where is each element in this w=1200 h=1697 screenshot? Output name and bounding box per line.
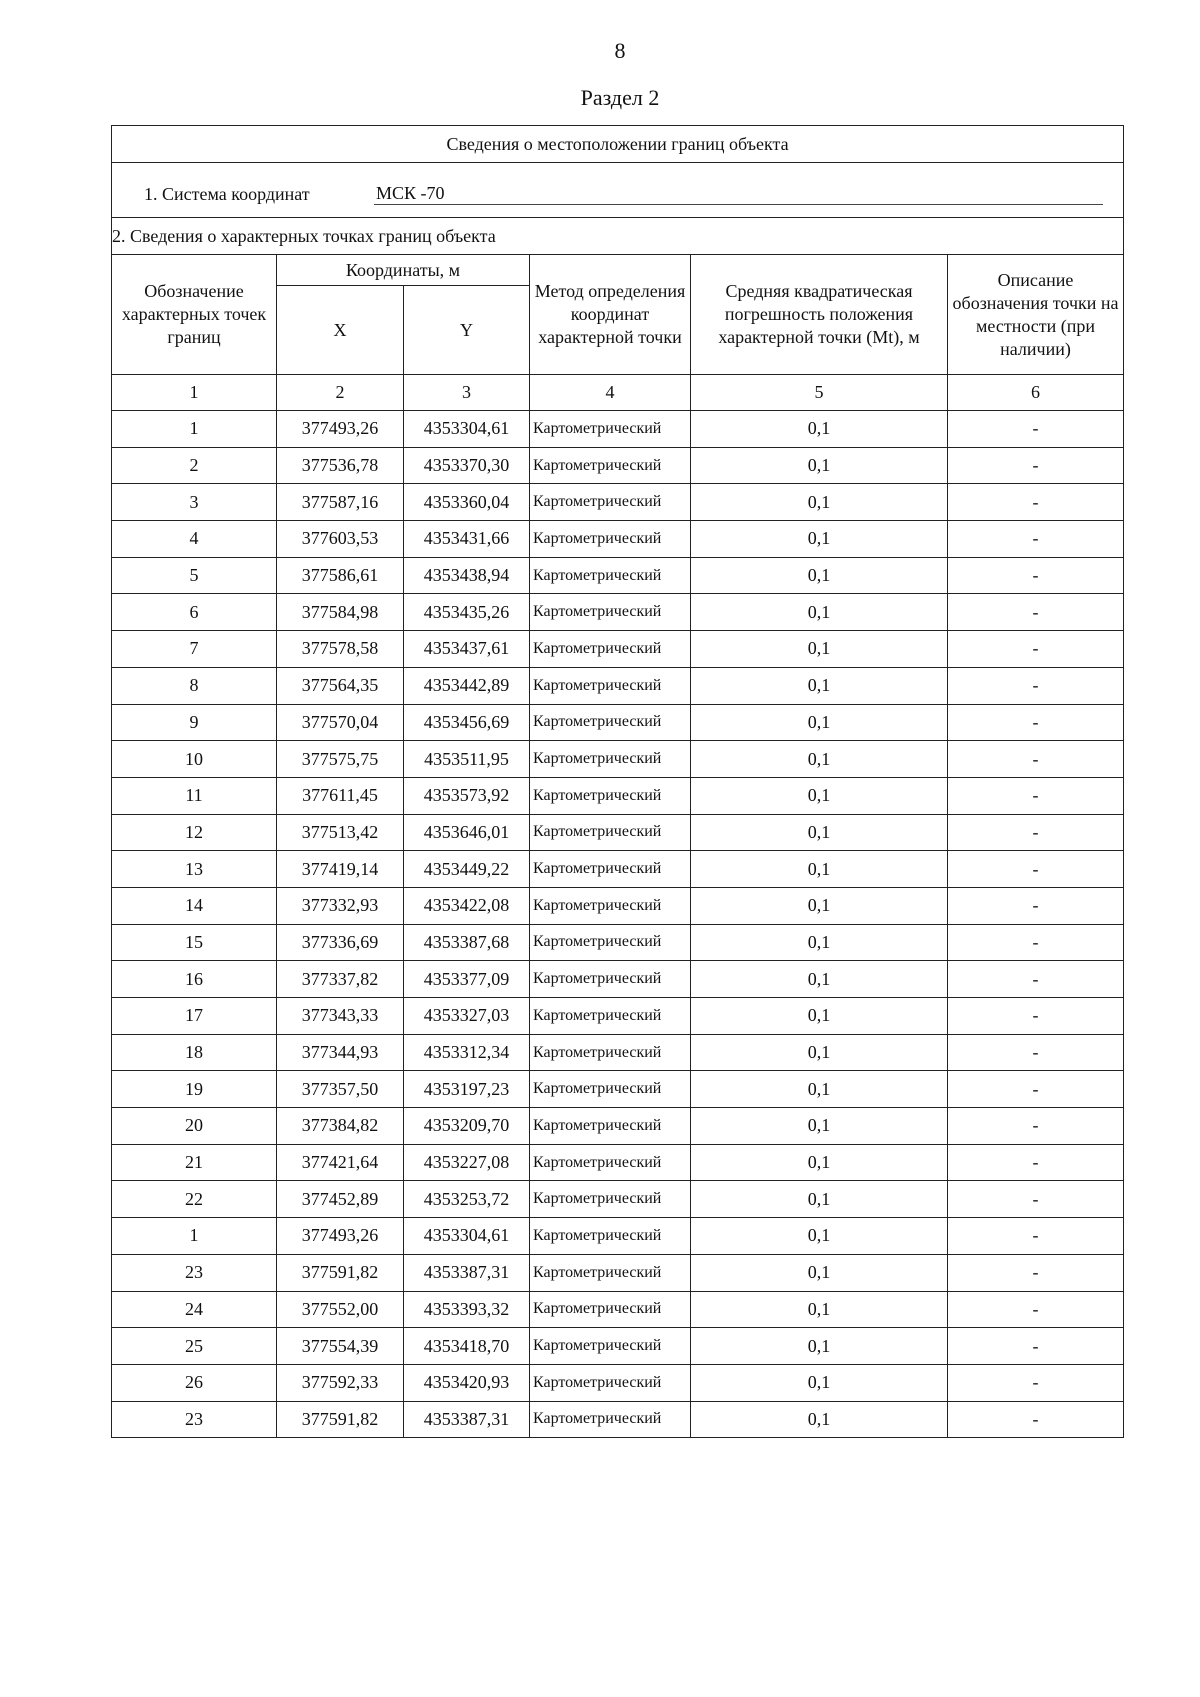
method-cell: Картометрический <box>530 961 691 998</box>
x-cell: 377357,50 <box>277 1071 404 1108</box>
method-cell: Картометрический <box>530 447 691 484</box>
x-cell: 377421,64 <box>277 1144 404 1181</box>
description-cell: - <box>948 1108 1124 1145</box>
y-cell: 4353312,34 <box>404 1034 530 1071</box>
x-cell: 377337,82 <box>277 961 404 998</box>
point-cell: 26 <box>112 1364 277 1401</box>
error-cell: 0,1 <box>691 557 948 594</box>
error-cell: 0,1 <box>691 777 948 814</box>
table-row <box>112 1144 1124 1181</box>
table-row <box>112 1364 1124 1401</box>
table-row <box>112 741 1124 778</box>
error-cell: 0,1 <box>691 998 948 1035</box>
method-cell: Картометрический <box>530 777 691 814</box>
error-cell: 0,1 <box>691 594 948 631</box>
description-cell: - <box>948 1291 1124 1328</box>
x-cell: 377343,33 <box>277 998 404 1035</box>
y-cell: 4353370,30 <box>404 447 530 484</box>
header-x: X <box>277 286 404 375</box>
method-cell: Картометрический <box>530 704 691 741</box>
method-cell: Картометрический <box>530 667 691 704</box>
method-cell: Картометрический <box>530 1071 691 1108</box>
x-cell: 377554,39 <box>277 1328 404 1365</box>
y-cell: 4353253,72 <box>404 1181 530 1218</box>
error-cell: 0,1 <box>691 704 948 741</box>
method-cell: Картометрический <box>530 594 691 631</box>
column-number: 5 <box>691 375 948 411</box>
point-cell: 20 <box>112 1108 277 1145</box>
y-cell: 4353442,89 <box>404 667 530 704</box>
header-point-designation: Обозначение характерных точек границ <box>112 255 277 375</box>
y-cell: 4353422,08 <box>404 887 530 924</box>
description-cell: - <box>948 1034 1124 1071</box>
header-method: Метод определения координат характерной точки <box>530 255 691 375</box>
table-row <box>112 1401 1124 1438</box>
table-row <box>112 1218 1124 1255</box>
error-cell: 0,1 <box>691 667 948 704</box>
y-cell: 4353227,08 <box>404 1144 530 1181</box>
table-row <box>112 447 1124 484</box>
y-cell: 4353437,61 <box>404 631 530 668</box>
points-caption: 2. Сведения о характерных точках границ объекта <box>112 218 1124 255</box>
point-cell: 17 <box>112 998 277 1035</box>
x-cell: 377591,82 <box>277 1254 404 1291</box>
description-cell: - <box>948 1254 1124 1291</box>
x-cell: 377332,93 <box>277 887 404 924</box>
coordinate-system-value: МСК -70 <box>374 183 1103 205</box>
y-cell: 4353418,70 <box>404 1328 530 1365</box>
method-cell: Картометрический <box>530 1328 691 1365</box>
description-cell: - <box>948 1181 1124 1218</box>
y-cell: 4353360,04 <box>404 484 530 521</box>
table-row <box>112 961 1124 998</box>
x-cell: 377611,45 <box>277 777 404 814</box>
table-row <box>112 924 1124 961</box>
description-cell: - <box>948 741 1124 778</box>
point-cell: 1 <box>112 1218 277 1255</box>
point-cell: 10 <box>112 741 277 778</box>
table-row <box>112 631 1124 668</box>
x-cell: 377336,69 <box>277 924 404 961</box>
error-cell: 0,1 <box>691 814 948 851</box>
table-row <box>112 1254 1124 1291</box>
y-cell: 4353377,09 <box>404 961 530 998</box>
method-cell: Картометрический <box>530 887 691 924</box>
description-cell: - <box>948 1218 1124 1255</box>
point-cell: 19 <box>112 1071 277 1108</box>
table-row <box>112 1071 1124 1108</box>
x-cell: 377578,58 <box>277 631 404 668</box>
column-number: 6 <box>948 375 1124 411</box>
description-cell: - <box>948 814 1124 851</box>
y-cell: 4353209,70 <box>404 1108 530 1145</box>
coordinate-system-label: 1. Система координат <box>144 184 310 204</box>
x-cell: 377552,00 <box>277 1291 404 1328</box>
point-cell: 12 <box>112 814 277 851</box>
y-cell: 4353420,93 <box>404 1364 530 1401</box>
method-cell: Картометрический <box>530 557 691 594</box>
x-cell: 377603,53 <box>277 521 404 558</box>
description-cell: - <box>948 557 1124 594</box>
table-row <box>112 777 1124 814</box>
header-error: Средняя квадратическая погрешность положения характерной точки (Mt), м <box>691 255 948 375</box>
x-cell: 377575,75 <box>277 741 404 778</box>
error-cell: 0,1 <box>691 411 948 448</box>
x-cell: 377570,04 <box>277 704 404 741</box>
x-cell: 377384,82 <box>277 1108 404 1145</box>
error-cell: 0,1 <box>691 1364 948 1401</box>
y-cell: 4353387,31 <box>404 1401 530 1438</box>
description-cell: - <box>948 594 1124 631</box>
method-cell: Картометрический <box>530 998 691 1035</box>
method-cell: Картометрический <box>530 1181 691 1218</box>
point-cell: 7 <box>112 631 277 668</box>
method-cell: Картометрический <box>530 814 691 851</box>
table-row <box>112 704 1124 741</box>
table-row <box>112 998 1124 1035</box>
method-cell: Картометрический <box>530 924 691 961</box>
description-cell: - <box>948 411 1124 448</box>
description-cell: - <box>948 961 1124 998</box>
table-row <box>112 594 1124 631</box>
y-cell: 4353393,32 <box>404 1291 530 1328</box>
y-cell: 4353438,94 <box>404 557 530 594</box>
method-cell: Картометрический <box>530 851 691 888</box>
point-cell: 3 <box>112 484 277 521</box>
error-cell: 0,1 <box>691 924 948 961</box>
x-cell: 377419,14 <box>277 851 404 888</box>
point-cell: 23 <box>112 1401 277 1438</box>
method-cell: Картометрический <box>530 521 691 558</box>
header-y: Y <box>404 286 530 375</box>
table-row <box>112 1181 1124 1218</box>
point-cell: 11 <box>112 777 277 814</box>
table-caption: Сведения о местоположении границ объекта <box>112 126 1124 163</box>
error-cell: 0,1 <box>691 1328 948 1365</box>
error-cell: 0,1 <box>691 1401 948 1438</box>
error-cell: 0,1 <box>691 1034 948 1071</box>
table-row <box>112 667 1124 704</box>
error-cell: 0,1 <box>691 1144 948 1181</box>
x-cell: 377584,98 <box>277 594 404 631</box>
description-cell: - <box>948 851 1124 888</box>
table-row <box>112 887 1124 924</box>
method-cell: Картометрический <box>530 1034 691 1071</box>
table-row <box>112 851 1124 888</box>
error-cell: 0,1 <box>691 851 948 888</box>
header-coordinates: Координаты, м <box>277 255 530 286</box>
table-row <box>112 411 1124 448</box>
point-cell: 8 <box>112 667 277 704</box>
description-cell: - <box>948 484 1124 521</box>
error-cell: 0,1 <box>691 961 948 998</box>
y-cell: 4353573,92 <box>404 777 530 814</box>
point-cell: 5 <box>112 557 277 594</box>
error-cell: 0,1 <box>691 521 948 558</box>
table-row <box>112 1328 1124 1365</box>
y-cell: 4353304,61 <box>404 411 530 448</box>
y-cell: 4353431,66 <box>404 521 530 558</box>
error-cell: 0,1 <box>691 1181 948 1218</box>
column-number: 1 <box>112 375 277 411</box>
x-cell: 377586,61 <box>277 557 404 594</box>
point-cell: 22 <box>112 1181 277 1218</box>
table-row <box>112 521 1124 558</box>
table-row <box>112 1291 1124 1328</box>
y-cell: 4353646,01 <box>404 814 530 851</box>
coordinate-system-cell <box>112 163 1124 218</box>
y-cell: 4353387,68 <box>404 924 530 961</box>
method-cell: Картометрический <box>530 1364 691 1401</box>
x-cell: 377513,42 <box>277 814 404 851</box>
x-cell: 377592,33 <box>277 1364 404 1401</box>
error-cell: 0,1 <box>691 887 948 924</box>
y-cell: 4353456,69 <box>404 704 530 741</box>
error-cell: 0,1 <box>691 631 948 668</box>
method-cell: Картометрический <box>530 411 691 448</box>
point-cell: 23 <box>112 1254 277 1291</box>
method-cell: Картометрический <box>530 484 691 521</box>
x-cell: 377493,26 <box>277 411 404 448</box>
method-cell: Картометрический <box>530 1401 691 1438</box>
table-row <box>112 1108 1124 1145</box>
boundary-points-table <box>111 125 1124 1438</box>
error-cell: 0,1 <box>691 1071 948 1108</box>
description-cell: - <box>948 667 1124 704</box>
description-cell: - <box>948 998 1124 1035</box>
column-numbers-row <box>112 375 1124 411</box>
table-row <box>112 484 1124 521</box>
error-cell: 0,1 <box>691 1254 948 1291</box>
point-cell: 2 <box>112 447 277 484</box>
description-cell: - <box>948 777 1124 814</box>
error-cell: 0,1 <box>691 484 948 521</box>
method-cell: Картометрический <box>530 631 691 668</box>
method-cell: Картометрический <box>530 1144 691 1181</box>
x-cell: 377344,93 <box>277 1034 404 1071</box>
column-number: 4 <box>530 375 691 411</box>
point-cell: 16 <box>112 961 277 998</box>
table-row <box>112 814 1124 851</box>
error-cell: 0,1 <box>691 1218 948 1255</box>
error-cell: 0,1 <box>691 447 948 484</box>
error-cell: 0,1 <box>691 1108 948 1145</box>
y-cell: 4353435,26 <box>404 594 530 631</box>
description-cell: - <box>948 704 1124 741</box>
method-cell: Картометрический <box>530 1108 691 1145</box>
point-cell: 24 <box>112 1291 277 1328</box>
method-cell: Картометрический <box>530 741 691 778</box>
description-cell: - <box>948 1144 1124 1181</box>
x-cell: 377591,82 <box>277 1401 404 1438</box>
error-cell: 0,1 <box>691 741 948 778</box>
column-number: 2 <box>277 375 404 411</box>
description-cell: - <box>948 1401 1124 1438</box>
x-cell: 377493,26 <box>277 1218 404 1255</box>
table-row <box>112 557 1124 594</box>
point-cell: 25 <box>112 1328 277 1365</box>
y-cell: 4353304,61 <box>404 1218 530 1255</box>
method-cell: Картометрический <box>530 1254 691 1291</box>
description-cell: - <box>948 631 1124 668</box>
point-cell: 18 <box>112 1034 277 1071</box>
point-cell: 14 <box>112 887 277 924</box>
point-cell: 1 <box>112 411 277 448</box>
description-cell: - <box>948 447 1124 484</box>
x-cell: 377564,35 <box>277 667 404 704</box>
point-cell: 6 <box>112 594 277 631</box>
method-cell: Картометрический <box>530 1218 691 1255</box>
table-row <box>112 1034 1124 1071</box>
description-cell: - <box>948 924 1124 961</box>
point-cell: 21 <box>112 1144 277 1181</box>
x-cell: 377587,16 <box>277 484 404 521</box>
point-cell: 4 <box>112 521 277 558</box>
point-cell: 15 <box>112 924 277 961</box>
y-cell: 4353449,22 <box>404 851 530 888</box>
error-cell: 0,1 <box>691 1291 948 1328</box>
description-cell: - <box>948 1328 1124 1365</box>
description-cell: - <box>948 521 1124 558</box>
y-cell: 4353197,23 <box>404 1071 530 1108</box>
description-cell: - <box>948 1364 1124 1401</box>
description-cell: - <box>948 1071 1124 1108</box>
description-cell: - <box>948 887 1124 924</box>
y-cell: 4353327,03 <box>404 998 530 1035</box>
x-cell: 377452,89 <box>277 1181 404 1218</box>
column-number: 3 <box>404 375 530 411</box>
x-cell: 377536,78 <box>277 447 404 484</box>
header-description: Описание обозначения точки на местности (при наличии) <box>948 255 1124 375</box>
section-title: Раздел 2 <box>580 85 660 110</box>
point-cell: 13 <box>112 851 277 888</box>
y-cell: 4353511,95 <box>404 741 530 778</box>
y-cell: 4353387,31 <box>404 1254 530 1291</box>
point-cell: 9 <box>112 704 277 741</box>
page-number: 8 <box>614 38 626 63</box>
method-cell: Картометрический <box>530 1291 691 1328</box>
